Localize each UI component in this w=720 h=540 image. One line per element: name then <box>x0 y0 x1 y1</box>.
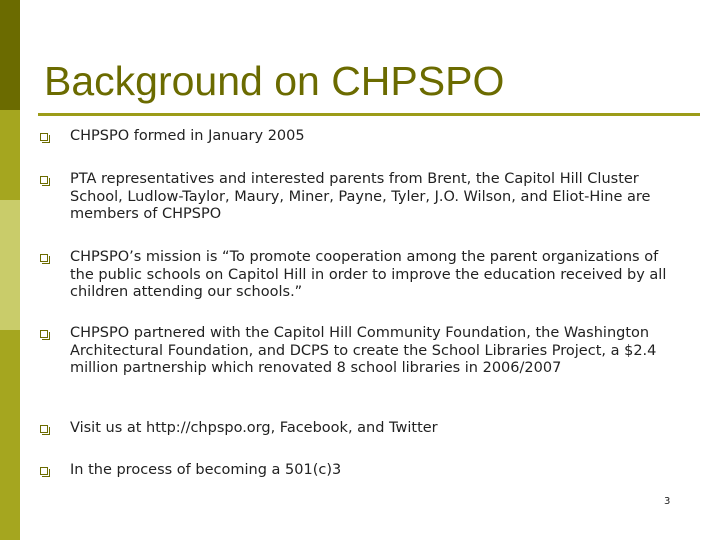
sidebar-segment-dark <box>0 0 20 110</box>
square-bullet-icon <box>40 425 48 433</box>
slide-title: Background on CHPSPO <box>44 58 505 104</box>
square-bullet-icon <box>40 254 48 262</box>
bullet-text: PTA representatives and interested parents from Brent, the Capitol Hill Cluster School, Ludlow-Taylor, Maury, Miner, Payne, Tyler, J.O. Wilson, and Eliot-Hine are members of CHPSPO <box>70 171 651 222</box>
square-bullet-icon <box>40 467 48 475</box>
square-bullet-icon <box>40 176 48 184</box>
bullet-text: CHPSPO formed in January 2005 <box>70 128 305 144</box>
sidebar-decoration <box>0 0 20 540</box>
bullet-text: CHPSPO partnered with the Capitol Hill Community Foundation, the Washington Architectural Foundation, and DCPS to create the School Libraries Project, a $2.4 million partnership which renovated 8 school libraries in 2006/2007 <box>70 325 657 376</box>
square-bullet-icon <box>40 133 48 141</box>
title-underline <box>38 113 700 116</box>
bullet-text: Visit us at http://chpspo.org, Facebook, and Twitter <box>70 420 438 436</box>
sidebar-segment-bottom <box>0 330 20 540</box>
sidebar-segment-light <box>0 200 20 330</box>
bullet-text: In the process of becoming a 501(c)3 <box>70 462 342 478</box>
page-number: 3 <box>664 496 671 507</box>
square-bullet-icon <box>40 330 48 338</box>
sidebar-segment-mid <box>0 110 20 200</box>
bullet-text: CHPSPO’s mission is “To promote cooperation among the parent organizations of the public schools on Capitol Hill in order to improve the education received by all children attending our schools.” <box>70 249 667 300</box>
